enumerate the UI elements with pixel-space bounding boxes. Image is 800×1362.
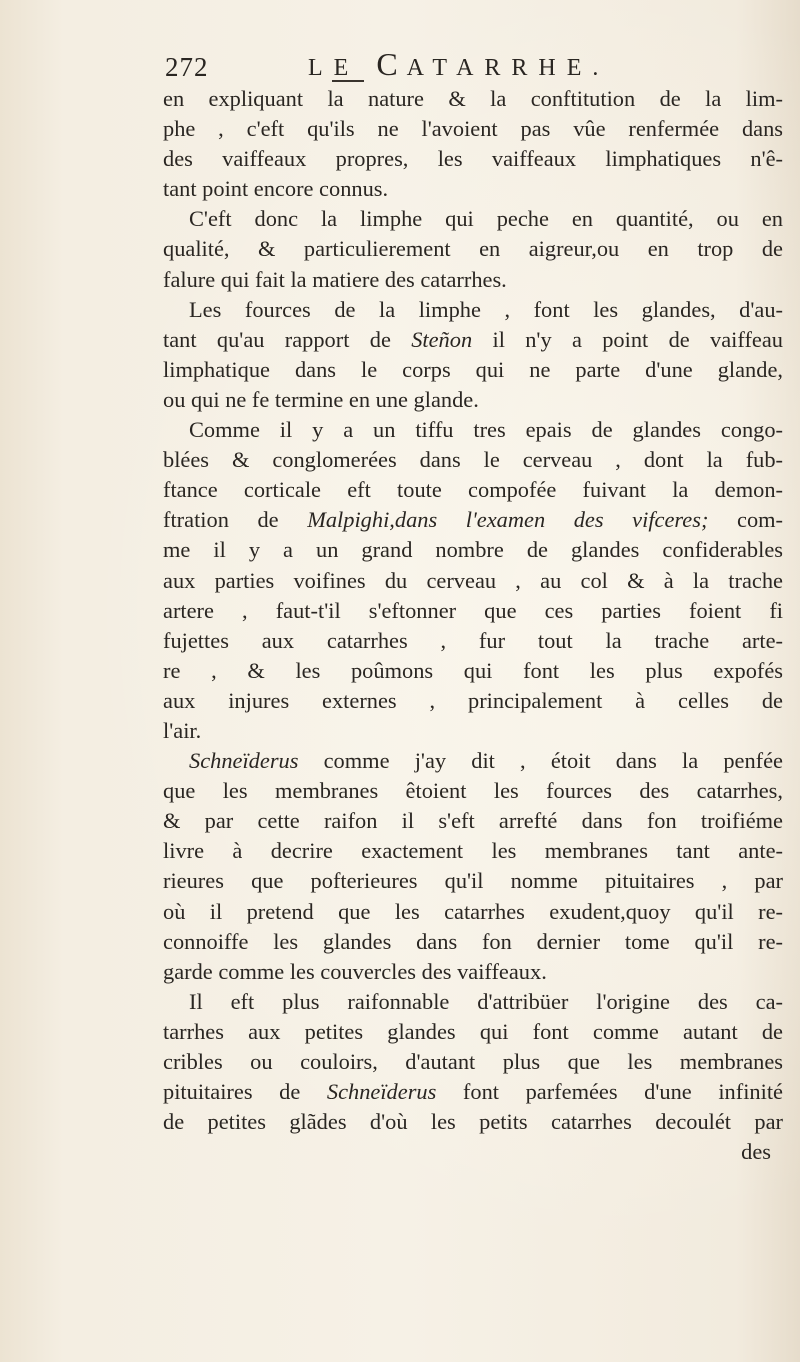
text-line: qualité, & particulierement en aigreur,ou en trop de <box>163 236 783 262</box>
author-name-schneiderus: Schneïderus <box>189 748 299 774</box>
text-line: ftance corticale eft toute compofée fuivant la demon- <box>163 477 783 503</box>
citation-malpighi: Malpighi,dans l'examen des vifceres; <box>307 507 709 533</box>
text-run: il n'y a point de vaiffeau <box>472 326 783 352</box>
text-line: que les membranes êtoient les fources des catarrhes, <box>163 778 783 804</box>
text-line <box>163 1077 783 1107</box>
text-line: tarrhes aux petites glandes qui font comme autant de <box>163 1018 783 1044</box>
paragraph-start-line: Il eft plus raifonnable d'attribüer l'origine des ca- <box>189 988 783 1014</box>
page-number: 272 <box>165 52 209 82</box>
running-title-rest: ATARRHE. <box>406 55 610 81</box>
text-run: comme j'ay dit , étoit dans la penfée <box>298 748 783 774</box>
text-line: limphatique dans le corps qui ne parte d'une glande, <box>163 356 783 382</box>
text-line: artere , faut-t'il s'eftonner que ces parties foient fi <box>163 597 783 623</box>
text-line: cribles ou couloirs, d'autant plus que les membranes <box>163 1049 783 1074</box>
text-line: de petites glãdes d'où les petits catarrhes decoulét par <box>163 1109 783 1135</box>
text-line: aux parties voifines du cerveau , au col & à la trache <box>163 567 783 593</box>
text-run: com- <box>708 507 784 533</box>
text-line <box>163 325 783 355</box>
body-text <box>163 84 783 1167</box>
text-run: font parfemées d'une infinité <box>436 1079 783 1105</box>
paragraph-start-line <box>163 746 783 776</box>
paragraph-start-line: C'eft donc la limphe qui peche en quantité, ou en <box>189 206 783 232</box>
text-line: en expliquant la nature & la conftitution de la lim- <box>163 86 783 111</box>
running-head <box>165 40 765 86</box>
text-line: l'air. <box>163 717 202 743</box>
text-line: rieures que pofterieures qu'il nomme pituitaires , par <box>163 868 783 894</box>
text-line: où il pretend que les catarrhes exudent,quoy qu'il re- <box>163 898 783 924</box>
author-name-schneiderus: Schneïderus <box>326 1079 437 1105</box>
paragraph-start-line: Les fources de la limphe , font les glandes, d'au- <box>189 296 783 322</box>
text-line: fujettes aux catarrhes , fur tout la trache arte- <box>163 627 783 653</box>
text-line: garde comme les couvercles des vaiffeaux. <box>163 958 547 984</box>
text-line: re , & les poûmons qui font les plus expofés <box>163 657 783 683</box>
running-title <box>308 46 609 83</box>
author-name-steñon: Steñon <box>411 326 473 352</box>
text-line: me il y a un grand nombre de glandes confiderables <box>163 537 783 563</box>
text-line: aux injures externes , principalement à celles de <box>163 687 783 713</box>
running-title-prefix: LE <box>308 55 360 81</box>
text-line: falure qui fait la matiere des catarrhes. <box>163 266 507 292</box>
text-line: & par cette raifon il s'eft arrefté dans fon troifiéme <box>163 808 783 834</box>
text-line: ou qui ne fe termine en une glande. <box>163 386 479 412</box>
text-run: ftration de <box>163 507 308 533</box>
paragraph-start-line: Comme il y a un tiffu tres epais de glandes congo- <box>189 417 783 443</box>
text-run: pituitaires de <box>163 1079 327 1105</box>
text-line: des vaiffeaux propres, les vaiffeaux limphatiques n'ê- <box>163 146 783 172</box>
text-line: blées & conglomerées dans le cerveau , dont la fub- <box>163 447 783 473</box>
text-line: phe , c'eft qu'ils ne l'avoient pas vûe renfermée dans <box>163 116 783 142</box>
running-title-initial: C <box>376 46 407 82</box>
text-run: tant qu'au rapport de <box>163 326 412 352</box>
text-line: tant point encore connus. <box>163 176 389 202</box>
text-line: livre à decrire exactement les membranes tant ante- <box>163 838 783 864</box>
catchword: des <box>741 1139 771 1165</box>
text-line: connoiffe les glandes dans fon dernier tome qu'il re- <box>163 928 783 954</box>
text-line <box>163 505 783 535</box>
